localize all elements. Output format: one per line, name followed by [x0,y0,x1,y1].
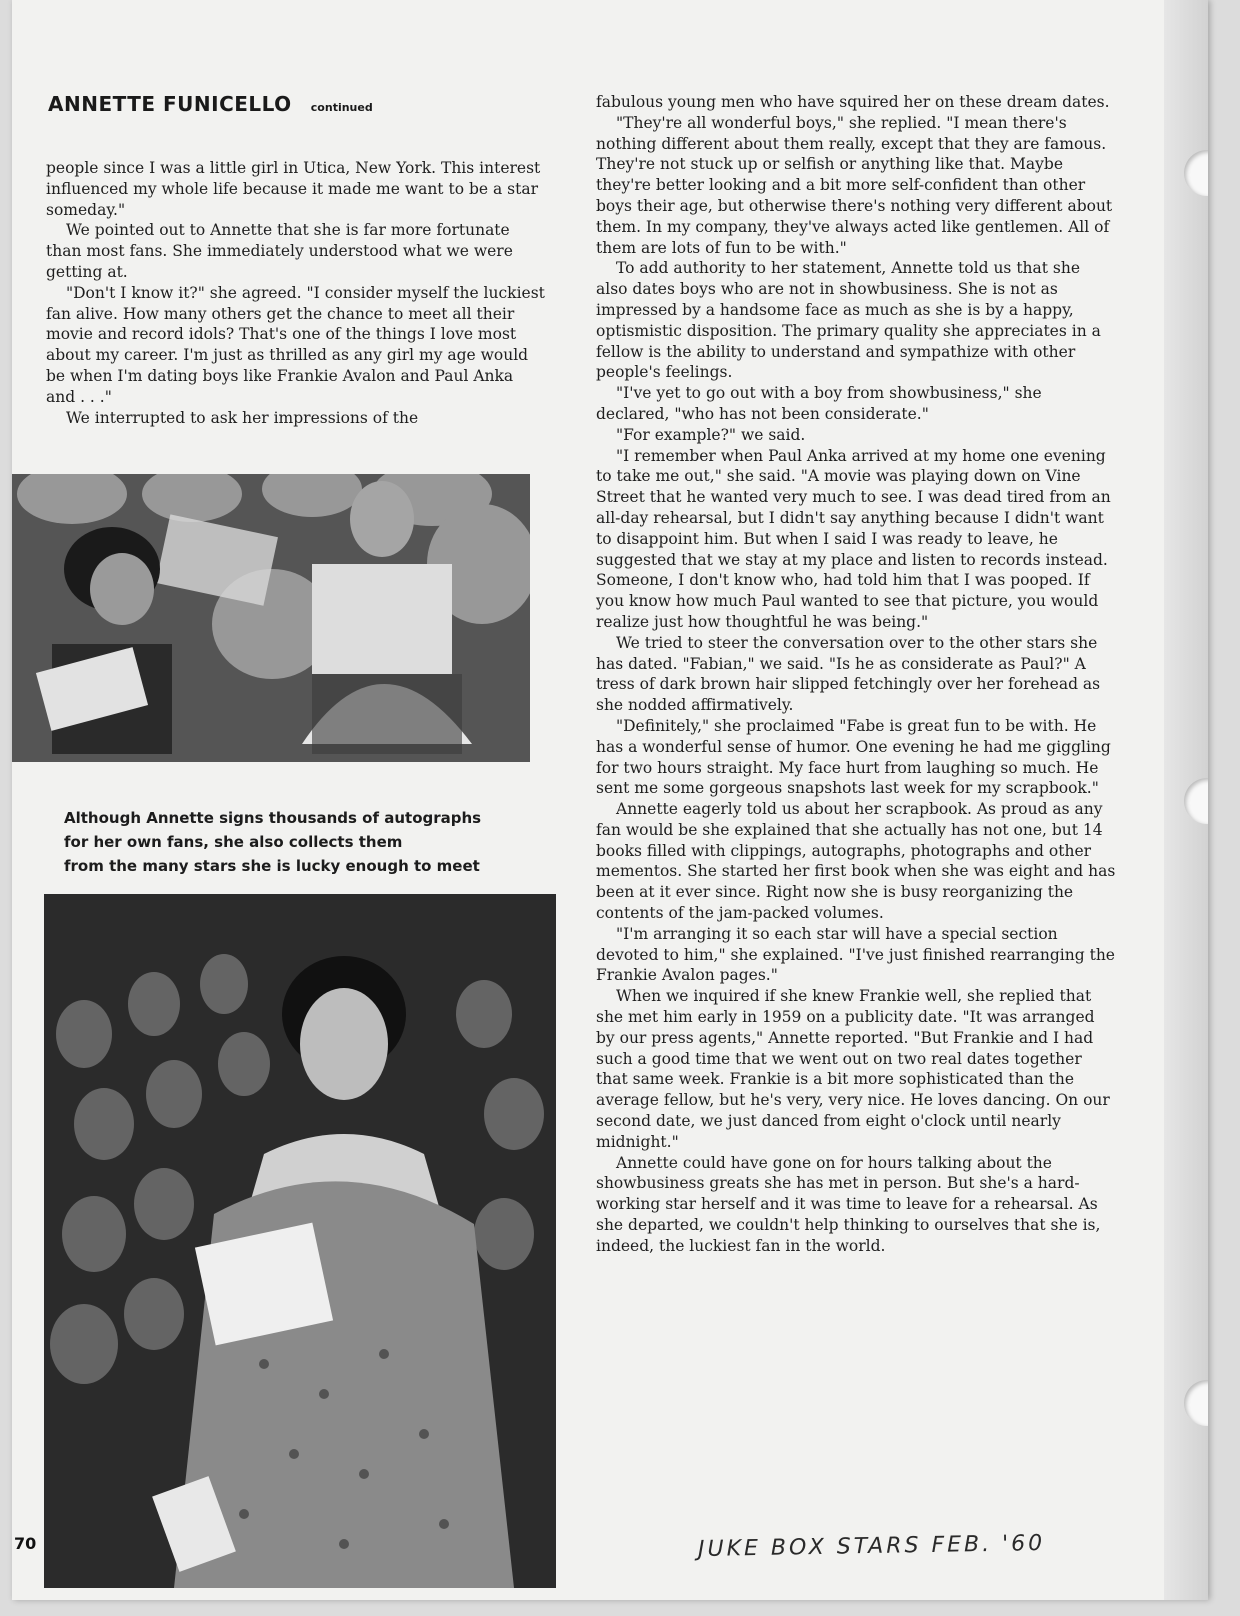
article-paragraph: We interrupted to ask her impressions of the [66,408,419,427]
article-paragraph: "They're all wonderful boys," she replied. "I mean there's nothing different about them really, except that they are famous. They're not stuck up or selfish or anything like that. Maybe they're better looking and a bit more self-confident than other boys their age, but otherwise there's nothing very different about them. In my company, they've always acted like gentlemen. All of them are lots of fun to be with." [596,113,1113,257]
magazine-page [12,0,1208,1600]
left-column-text [46,158,546,428]
handwritten-note: JUKE BOX STARS FEB. '60 [697,1530,1046,1563]
article-title: ANNETTE FUNICELLO [48,92,292,116]
photo-autographs [12,474,530,762]
article-paragraph: "Don't I know it?" she agreed. "I consider myself the luckiest fan alive. How many others get the chance to meet all their movie and record idols? That's one of the things I love most about my career. I'm just as thrilled as any girl my age would be when I'm dating boys like Frankie Avalon and Paul Anka and . . ." [46,283,545,406]
article-paragraph: Annette eagerly told us about her scrapbook. As proud as any fan would be she explained that she actually has not one, but 14 books filled with clippings, autographs, photographs and other mementos. She started her first book when she was eight and has been at it ever since. Right now she is busy reorganizing the contents of the jam-packed volumes. [596,800,1116,923]
caption-line: Although Annette signs thousands of autographs [64,809,482,827]
caption-line: from the many stars she is lucky enough to meet [64,857,480,875]
article-paragraph: To add authority to her statement, Annette told us that she also dates boys who are not in showbusiness. She is not as impressed by a handsome face as much as she is by a happy, optismistic disposition. The primary quality she appreciates in a fellow is the ability to understand and sympathize with other people's feelings. [596,259,1101,382]
article-paragraph: "For example?" we said. [616,425,806,444]
photo-autographs-image [12,474,530,762]
continued-label: continued [310,101,373,114]
page-number: 70 [14,1534,37,1553]
page-edge-shadow [1164,0,1208,1600]
photo-annette-fans-image [44,894,556,1588]
binder-hole [1184,778,1208,824]
article-paragraph: We tried to steer the conversation over to the other stars she has dated. "Fabian," we said. "Is he as considerate as Paul?" A tress of dark brown hair slipped fetchingly over her forehead as she nodded affirmatively. [596,633,1101,715]
right-column-text [596,92,1116,1257]
article-paragraph: When we inquired if she knew Frankie well, she replied that she met him early in 1959 on a publicity date. "It was arranged by our press agents," Annette reported. "But Frankie and I had such a good time that we went out on two real dates together that same week. Frankie is a bit more sophisticated than the average fellow, but he's very, very nice. He loves dancing. On our second date, we just danced from eight o'clock until nearly midnight." [596,987,1110,1151]
article-paragraph: "I'm arranging it so each star will have a special section devoted to him," she explained. "I've just finished rearranging the Frankie Avalon pages." [596,924,1115,985]
article-paragraph: "Definitely," she proclaimed "Fabe is great fun to be with. He has a wonderful sense of humor. One evening he had me giggling for two hours straight. My face hurt from laughing so much. He sent me some gorgeous snapshots last week for my scrapbook." [596,716,1111,798]
article-paragraph: "I remember when Paul Anka arrived at my home one evening to take me out," she said. "A movie was playing down on Vine Street that he wanted very much to see. I was dead tired from an all-day rehearsal, but I didn't say anything because I didn't want to disappoint him. But when I said I was ready to leave, he suggested that we stay at my place and listen to records instead. Someone, I don't know who, had told him that I was pooped. If you know how much Paul wanted to see that picture, you would realize just how thoughtful he was being." [596,446,1111,631]
caption-line: for her own fans, she also collects them [64,833,403,851]
photo-annette-fans [44,894,556,1588]
article-paragraph: Annette could have gone on for hours talking about the showbusiness greats she has met in person. But she's a hard-working star herself and it was time to leave for a rehearsal. As she departed, we couldn't help thinking to ourselves that she is, indeed, the luckiest fan in the world. [596,1153,1101,1255]
article-paragraph: people since I was a little girl in Utica, New York. This interest influenced my whole life because it made me want to be a star someday." [46,159,541,219]
article-paragraph: We pointed out to Annette that she is far more fortunate than most fans. She immediately understood what we were getting at. [46,221,513,281]
article-header [48,92,568,116]
article-paragraph: fabulous young men who have squired her on these dream dates. [596,93,1110,111]
article-paragraph: "I've yet to go out with a boy from showbusiness," she declared, "who has not been considerate." [596,384,1042,423]
binder-hole [1184,1380,1208,1426]
binder-hole [1184,150,1208,196]
photo-caption [64,806,544,878]
